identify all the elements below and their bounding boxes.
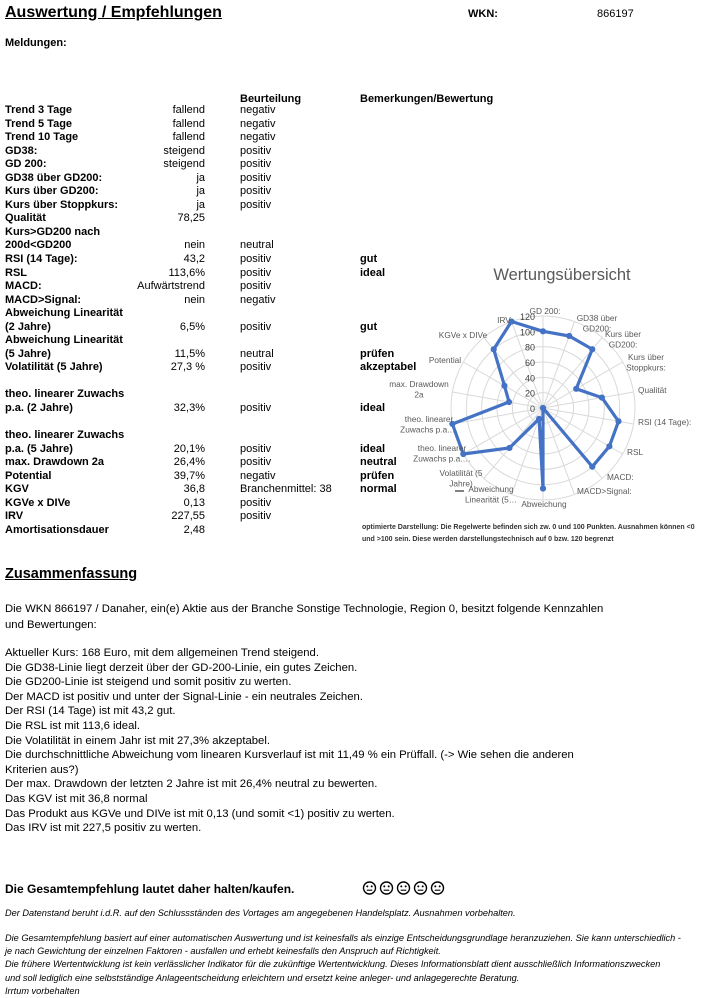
metric-beurteilung: Branchenmittel: 38 [240, 483, 332, 496]
rating-smileys [362, 880, 445, 896]
disclaimer-line: Die Gesamtempfehlung basiert auf einer automatischen Auswertung und ist keinesfalls als einzige Entscheidungsgrundlage heranzuziehen. Sie kann unterschiedlich - [5, 933, 681, 943]
disclaimer-block [5, 932, 681, 998]
table-row [0, 104, 706, 118]
metric-value: 26,4% [173, 456, 205, 469]
metric-bemerkung: gut [360, 320, 378, 333]
metric-beurteilung: neutral [240, 239, 274, 252]
radar-axis-label: GD38 über GD200: [576, 313, 618, 334]
metric-value: 2,48 [183, 523, 205, 536]
metric-value: 6,5% [179, 320, 205, 333]
metric-beurteilung: positiv [240, 320, 272, 333]
metric-label: max. Drawdown 2a [5, 456, 105, 469]
metric-beurteilung: positiv [240, 185, 272, 198]
metric-beurteilung: positiv [240, 402, 272, 415]
radar-data-point [589, 346, 595, 352]
radar-axis-label: Kurs über Stoppkurs: [626, 352, 666, 373]
wkn-value: 866197 [597, 8, 634, 20]
radar-data-point [599, 395, 605, 401]
metric-value: 39,7% [173, 469, 205, 482]
radar-axis-label: Qualität [638, 385, 667, 395]
radar-data-point [536, 416, 542, 422]
metric-label: (5 Jahre) [5, 347, 51, 360]
radar-axis-label: IRV [497, 315, 511, 325]
metric-value: ja [196, 171, 205, 184]
metric-value: 113,6% [168, 266, 205, 279]
summary-line: Der RSI (14 Tage) ist mit 43,2 gut. [5, 705, 176, 718]
metric-beurteilung: negativ [240, 104, 276, 116]
summary-line: Das Produkt aus KGVe und DIVe ist mit 0,13 (und somit <1) positiv zu werten. [5, 807, 395, 820]
radar-axis-label: RSI (14 Tage): [638, 417, 692, 427]
radar-axis-label: Potential [428, 355, 462, 365]
radar-axis-label: Abweichung Linearität (5… [464, 484, 518, 505]
chart-title: Wertungsübersicht [493, 266, 631, 284]
metric-bemerkung: ideal [360, 402, 386, 415]
metric-bemerkung: neutral [360, 456, 397, 469]
radar-axis-label: GD 200: [529, 306, 561, 316]
radar-axis-label: RSL [627, 447, 644, 457]
metric-label: p.a. (5 Jahre) [5, 442, 73, 455]
metric-value: ja [196, 185, 205, 198]
radar-axis-label: MACD>Signal: [577, 486, 632, 496]
metric-beurteilung: positiv [240, 253, 272, 266]
metric-label: theo. linearer Zuwachs [5, 388, 125, 401]
summary-intro [5, 602, 603, 633]
radar-axis-label: Kurs über GD200: [605, 329, 641, 350]
metric-label: Kurs>GD200 nach [5, 225, 101, 238]
radar-data-point [615, 418, 621, 424]
table-row [0, 239, 706, 253]
metric-label: Trend 10 Tage [5, 131, 79, 144]
metric-beurteilung: positiv [240, 280, 272, 293]
summary-lines [5, 646, 574, 836]
summary-line: Die Volatilität in einem Jahr ist mit 27,3% akzeptabel. [5, 734, 270, 747]
metric-label: GD 200: [5, 158, 47, 171]
table-row [0, 226, 706, 240]
metric-bemerkung: gut [360, 253, 378, 266]
metric-label: RSL [5, 266, 27, 279]
table-row [0, 145, 706, 159]
metric-label: GD38: [5, 144, 38, 157]
radar-data-point [501, 383, 507, 389]
metric-beurteilung: positiv [240, 144, 272, 157]
radar-axis-label: KGVe x DIVe [438, 330, 488, 340]
summary-line: Der max. Drawdown der letzten 2 Jahre ist mit 26,4% neutral zu bewerten. [5, 778, 378, 791]
metric-label: Abweichung Linearität [5, 307, 123, 320]
radar-tick-label: 80 [524, 342, 535, 353]
wkn-label: WKN: [468, 8, 498, 20]
chart-note [362, 522, 706, 545]
metric-value: nein [184, 239, 205, 252]
chart-note-line: und >100 sein. Diese werden darstellungstechnisch auf 0 bzw. 120 begrenzt [362, 535, 614, 543]
metric-beurteilung: positiv [240, 442, 272, 455]
summary-line: Der MACD ist positiv und unter der Signal-Linie - ein neutrales Zeichen. [5, 690, 363, 703]
radar-tick-label: 40 [524, 373, 535, 384]
radar-data-point [506, 445, 512, 451]
smiley-face-icon [396, 880, 411, 896]
metric-bemerkung: prüfen [360, 469, 395, 482]
metric-value: Aufwärtstrend [137, 280, 205, 293]
metric-label: 200d<GD200 [5, 239, 72, 252]
metric-label: GD38 über GD200: [5, 171, 103, 184]
metric-value: 32,3% [173, 402, 205, 415]
radar-data-point [540, 328, 546, 334]
metric-value: 0,13 [183, 496, 205, 509]
metric-beurteilung: negativ [240, 117, 276, 130]
summary-line: Das KGV ist mit 36,8 normal [5, 792, 148, 805]
metric-value: 36,8 [183, 483, 205, 496]
metric-bemerkung: normal [360, 483, 397, 496]
meldungen-label: Meldungen: [5, 37, 67, 49]
summary-line: Die GD38-Linie liegt derzeit über der GD-200-Linie, ein gutes Zeichen. [5, 661, 358, 674]
metric-label: KGVe x DIVe [5, 496, 71, 509]
radar-tick-label: 120 [519, 312, 535, 322]
disclaimer-line: Die frühere Wertentwicklung ist kein verlässlicher Indikator für die zukünftige Wertentwicklung. Dieses Informationsblatt dient ausschließlich Informationszwecken [5, 959, 661, 970]
metric-beurteilung: positiv [240, 496, 272, 509]
table-row [0, 172, 706, 186]
summary-line: Die durchschnittliche Abweichung vom linearen Kursverlauf ist mit 11,49 % ein Prüffall. (-> Wie sehen die anderen [5, 749, 574, 762]
metric-label: MACD>Signal: [5, 293, 82, 306]
radar-chart-plot [358, 284, 706, 522]
disclaimer-datenstand: Der Datenstand beruht i.d.R. auf den Schlussständen des Vortages am angegebenen Handelsplatz. Ausnahmen vorbehalten. [5, 908, 516, 918]
radar-tick-label: 0 [529, 404, 535, 414]
metric-label: IRV [5, 510, 24, 523]
metric-beurteilung: positiv [240, 158, 272, 171]
metric-label: Potential [5, 469, 52, 482]
radar-axis-label: theo. linearer Zuwachs p.a.… [400, 414, 458, 435]
metric-beurteilung: positiv [240, 266, 272, 279]
metric-bemerkung: prüfen [360, 347, 395, 360]
table-row [0, 185, 706, 199]
metric-value: fallend [172, 131, 205, 144]
metric-value: 11,5% [174, 347, 205, 360]
table-row [0, 131, 706, 145]
metric-value: nein [184, 293, 205, 306]
metric-value: fallend [172, 104, 205, 116]
metric-value: 43,2 [183, 253, 205, 266]
smiley-face-icon [430, 880, 445, 896]
metric-beurteilung: positiv [240, 171, 272, 184]
wertungsuebersicht-chart [358, 262, 706, 554]
metric-beurteilung: positiv [240, 198, 272, 211]
metric-beurteilung: positiv [240, 361, 272, 374]
chart-note-line: optimierte Darstellung: Die Regelwerte befinden sich zw. 0 und 100 Punkten. Ausnahmen können <0 [362, 524, 695, 531]
radar-data-point [573, 386, 579, 392]
table-row [0, 158, 706, 172]
page-title: Auswertung / Empfehlungen [5, 4, 222, 21]
metric-label: Abweichung Linearität [5, 334, 123, 347]
smiley-face-icon [413, 880, 428, 896]
summary-line: Aktueller Kurs: 168 Euro, mit dem allgemeinen Trend steigend. [5, 647, 319, 659]
metric-beurteilung: negativ [240, 131, 276, 144]
metric-label: Trend 5 Tage [5, 117, 73, 130]
radar-tick-label: 100 [519, 327, 535, 338]
disclaimer-line: Irrtum vorbehalten [5, 985, 80, 996]
metric-label: Qualität [5, 212, 46, 225]
radar-axis-label: Abweichung [521, 499, 567, 509]
metric-value: 27,3 % [170, 361, 205, 374]
metric-beurteilung: negativ [240, 469, 276, 482]
column-header-beurteilung: Beurteilung [240, 93, 302, 105]
metric-bemerkung: ideal [360, 442, 386, 455]
disclaimer-line: je nach Gewichtung der einzelnen Faktoren - ausfallen und erhebt keinesfalls den Anspruch auf Richtigkeit. [5, 946, 441, 957]
radar-tick-label: 60 [524, 358, 535, 368]
metric-beurteilung: positiv [240, 510, 272, 523]
summary-intro-line: Die WKN 866197 / Danaher, ein(e) Aktie aus der Branche Sonstige Technologie, Region 0, besitzt folgende Kennzahlen [5, 603, 604, 615]
metric-beurteilung: neutral [240, 347, 274, 360]
metric-value: steigend [163, 144, 205, 157]
metric-value: ja [196, 198, 205, 211]
metric-label: theo. linearer Zuwachs [5, 429, 125, 442]
metric-bemerkung: akzeptabel [360, 361, 417, 374]
radar-data-point [540, 485, 546, 491]
table-row [0, 118, 706, 132]
metric-label: Volatilität (5 Jahre) [5, 361, 103, 374]
radar-data-point [589, 464, 595, 470]
metric-value: fallend [172, 117, 205, 130]
summary-line: Die RSL ist mit 113,6 ideal. [5, 719, 140, 732]
metric-label: Kurs über Stoppkurs: [5, 198, 119, 211]
radar-data-point [566, 333, 572, 339]
metric-value: steigend [163, 158, 205, 171]
radar-data-point [491, 346, 497, 352]
metric-label: p.a. (2 Jahre) [5, 402, 73, 415]
radar-data-point [606, 443, 612, 449]
radar-tick-label: 20 [524, 388, 535, 399]
table-row [0, 199, 706, 213]
metric-label: Amortisationsdauer [5, 523, 109, 536]
metric-label: Trend 3 Tage [5, 104, 73, 116]
metric-beurteilung: negativ [240, 293, 276, 306]
summary-line: Kriterien aus?) [5, 763, 79, 776]
smiley-face-icon [379, 880, 394, 896]
metric-value: 20,1% [173, 442, 205, 455]
recommendation-text: Die Gesamtempfehlung lautet daher halten/kaufen. [5, 882, 295, 896]
radar-axis-label: MACD: [607, 472, 634, 482]
metric-value: 78,25 [177, 212, 205, 225]
radar-data-point [506, 399, 512, 405]
table-row [0, 212, 706, 226]
summary-line: Das IRV ist mit 227,5 positiv zu werten. [5, 822, 202, 835]
radar-data-point [540, 405, 546, 411]
summary-line: Die GD200-Linie ist steigend und somit positiv zu werten. [5, 676, 292, 689]
metric-label: KGV [5, 483, 29, 496]
radar-axis-label: max. Drawdown 2a [389, 379, 449, 400]
column-header-bemerkungen: Bemerkungen/Bewertung [360, 93, 494, 105]
smiley-face-icon [362, 880, 377, 896]
metric-label: (2 Jahre) [5, 320, 51, 333]
metric-label: RSI (14 Tage): [5, 253, 78, 266]
metric-bemerkung: ideal [360, 266, 386, 279]
metric-value: 227,55 [171, 510, 205, 523]
metric-beurteilung: positiv [240, 456, 272, 469]
metric-label: Kurs über GD200: [5, 185, 99, 198]
summary-intro-line: und Bewertungen: [5, 618, 97, 631]
radar-axis-label: theo. linearer Zuwachs p.a.… [413, 443, 471, 464]
radar-spoke [543, 408, 574, 494]
summary-heading: Zusammenfassung [5, 566, 138, 582]
metric-label: MACD: [5, 280, 42, 293]
radar-axis-label: Volatilität (5 Jahre) [439, 468, 483, 489]
disclaimer-line: und soll lediglich eine selbstständige Anlageentscheidung erleichtern und ersetzt keine anleger- und anlagegerechte Beratung. [5, 972, 520, 983]
